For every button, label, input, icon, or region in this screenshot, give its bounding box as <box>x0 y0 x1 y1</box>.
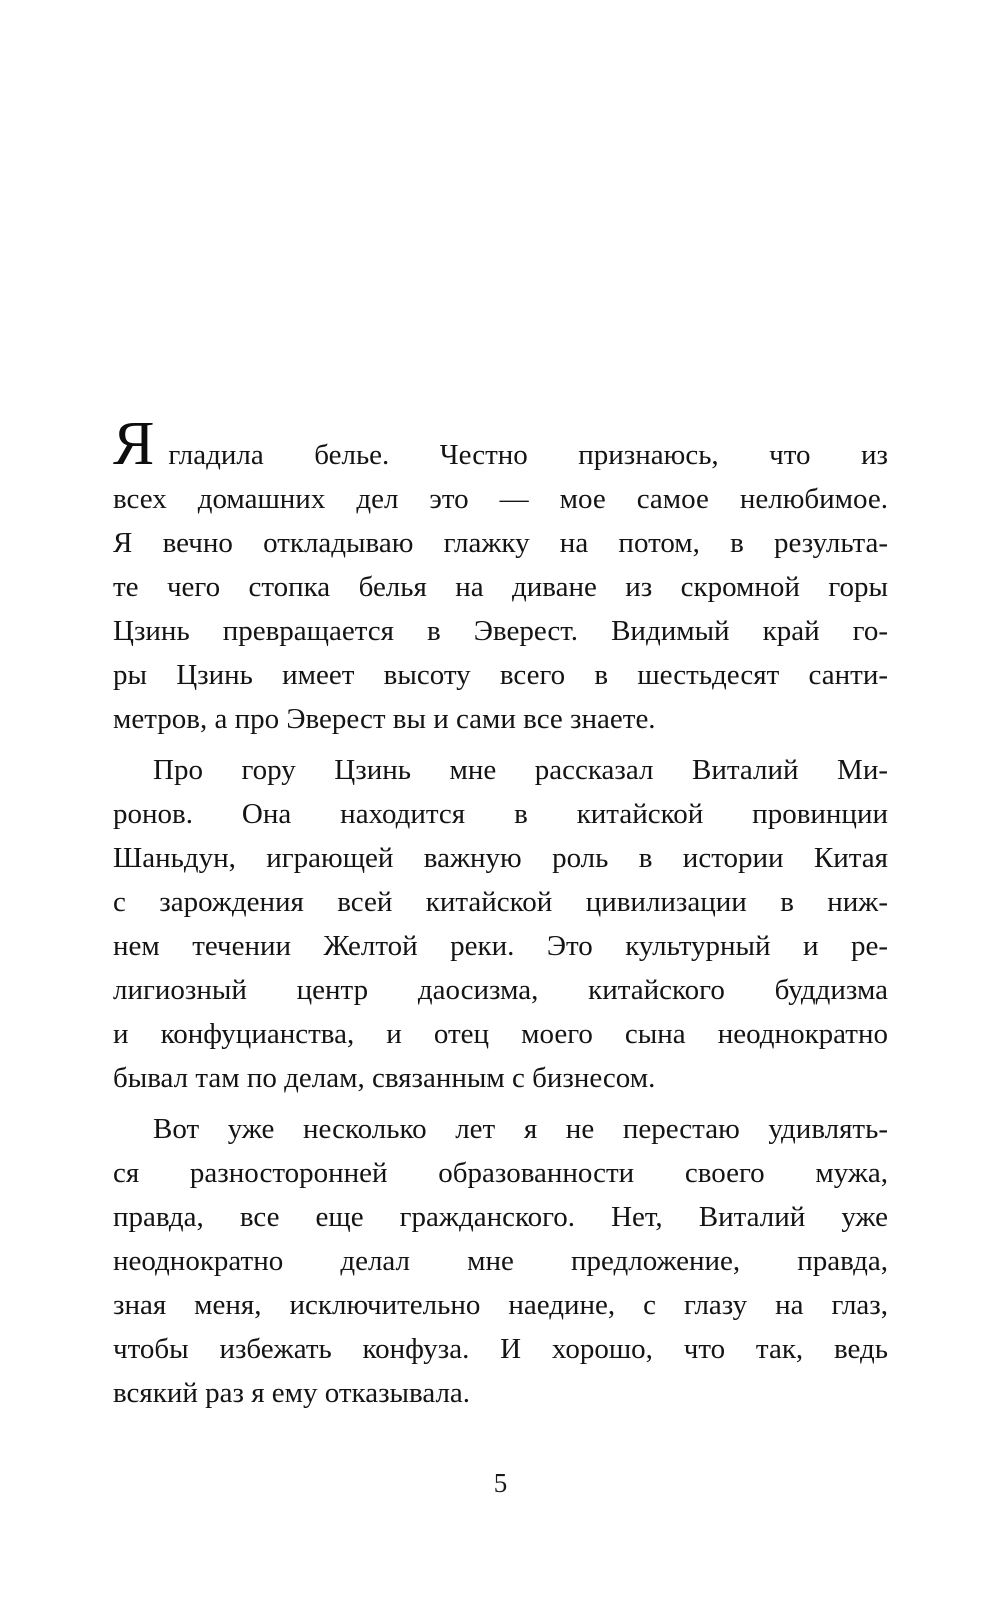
text-line: метров, а про Эверест вы и сами все знаете. <box>113 703 656 735</box>
text-line: Про гору Цзинь мне рассказал Виталий Ми- <box>153 754 888 786</box>
text-line <box>113 410 888 478</box>
text-line: Я вечно откладываю глажку на потом, в результа- <box>113 527 888 559</box>
text-line: ронов. Она находится в китайской провинции <box>113 798 888 830</box>
line-text: гладила белье. Честно признаюсь, что из <box>168 439 888 471</box>
text-line: те чего стопка белья на диване из скромной горы <box>113 571 888 603</box>
text-line: Шаньдун, играющей важную роль в истории Китая <box>113 842 888 874</box>
drop-cap: Я <box>113 410 155 478</box>
text-line: всех домашних дел это — мое самое нелюбимое. <box>113 483 888 515</box>
page-number: 5 <box>493 1468 508 1498</box>
text-line: ся разносторонней образованности своего мужа, <box>113 1157 888 1189</box>
paragraph <box>113 1107 888 1415</box>
text-line: правда, все еще гражданского. Нет, Виталий уже <box>113 1201 888 1233</box>
text-line: бывал там по делам, связанным с бизнесом. <box>113 1062 656 1094</box>
text-line: Цзинь превращается в Эверест. Видимый край го- <box>113 615 888 647</box>
text-line: лигиозный центр даосизма, китайского буддизма <box>113 974 888 1006</box>
text-line: всякий раз я ему отказывала. <box>113 1377 471 1409</box>
text-line: нем течении Желтой реки. Это культурный и ре- <box>113 930 888 962</box>
text-line: и конфуцианства, и отец моего сына неоднократно <box>113 1018 888 1050</box>
text-line: неоднократно делал мне предложение, правда, <box>113 1245 888 1277</box>
text-line: чтобы избежать конфуза. И хорошо, что так, ведь <box>113 1333 888 1365</box>
text-line: зная меня, исключительно наедине, с глазу на глаз, <box>113 1289 888 1321</box>
paragraph <box>113 410 888 741</box>
text-line: Вот уже несколько лет я не перестаю удивлять- <box>153 1113 888 1145</box>
text-line: с зарождения всей китайской цивилизации в ниж- <box>113 886 888 918</box>
text-line: ры Цзинь имеет высоту всего в шестьдесят санти- <box>113 659 888 691</box>
paragraph <box>113 748 888 1100</box>
